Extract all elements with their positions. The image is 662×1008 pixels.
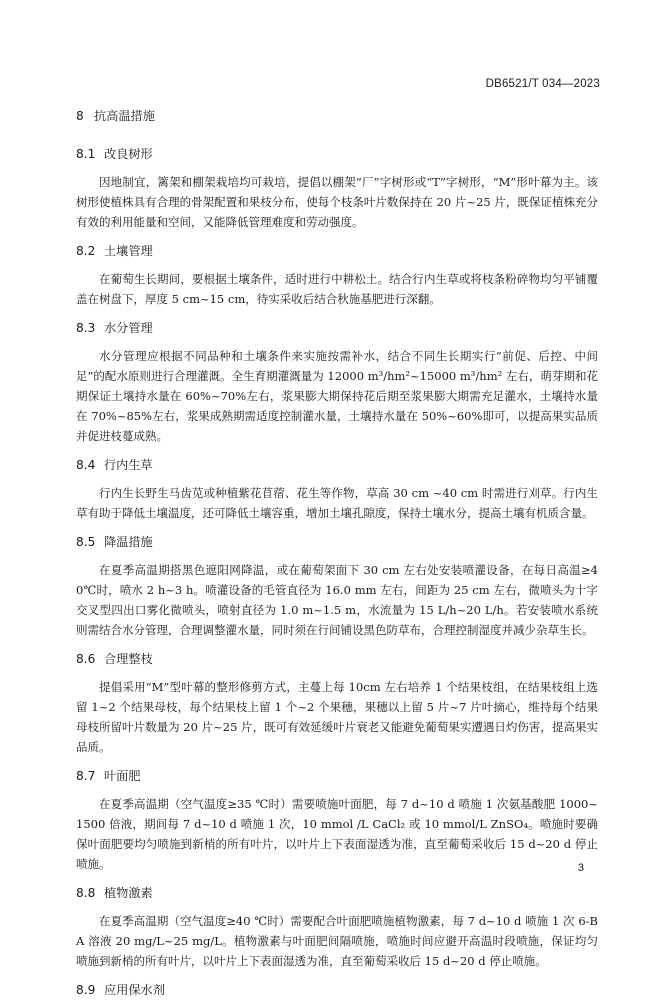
subsection-heading-8-3: 8.3 水分管理 bbox=[76, 321, 153, 335]
subsection-heading-8-6: 8.6 合理整枝 bbox=[76, 652, 153, 666]
subsection-heading-8-9: 8.9 应用保水剂 bbox=[76, 983, 165, 997]
paragraph-8-4: 行内生长野生马齿苋或种植紫花苜蓿、花生等作物，草高 30 cm ~40 cm 时需进行刈草。行内生草有助于降低土壤温度，还可降低土壤容重，增加土壤孔隙度，保持土壤水分，提高土壤有机质含量。 bbox=[76, 486, 598, 520]
subsection-heading-8-7: 8.7 叶面肥 bbox=[76, 769, 141, 783]
subsection-heading-8-2: 8.2 土壤管理 bbox=[76, 244, 153, 258]
paragraph-8-8: 在夏季高温期（空气温度≥40 ℃时）需要配合叶面肥喷施植物激素，每 7 d~10 d 喷施 1 次 6-BA 溶液 20 mg/L~25 mg/L。植物激素与叶面肥间隔喷施，喷施时间应避开高温时段喷施，保证均匀喷施到新梢的所有叶片，以叶片上下表面湿透为准，直至葡萄采收后 15 d~20 d 停止喷施。 bbox=[76, 914, 598, 968]
subsection-heading-8-5: 8.5 降温措施 bbox=[76, 535, 153, 549]
paragraph-8-5: 在夏季高温期搭黑色遮阳网降温，或在葡萄架面下 30 cm 左右处安装喷灌设备，在每日高温≥40℃时，喷水 2 h~3 h。喷灌设备的毛管直径为 16.0 mm 左右，间距为 25 cm 左右，微喷头为十字交叉型四出口雾化微喷头，喷射直径为 1.0 m~1.5 m，水流量为 15 L/h~20 L/h。若安装喷水系统则需结合水分管理，合理调整灌水量，同时须在行间铺设黑色防草布，合理控制湿度并减少杂草生长。 bbox=[76, 563, 598, 637]
subsection-heading-8-4: 8.4 行内生草 bbox=[76, 458, 153, 472]
subsection-heading-8-1: 8.1 改良树形 bbox=[76, 147, 153, 161]
paragraph-8-2: 在葡萄生长期间，要根据土壤条件，适时进行中耕松土。结合行内生草或将枝条粉碎物均匀平铺覆盖在树盘下，厚度 5 cm~15 cm，待实采收后结合秋施基肥进行深翻。 bbox=[76, 272, 598, 306]
page-number: 3 bbox=[577, 862, 584, 874]
paragraph-8-1: 因地制宜，篱架和棚架栽培均可栽培，提倡以棚架“厂”字树形或“T”字树形，“M”形叶幕为主。该树形使植株具有合理的骨架配置和果枝分布，使每个枝条叶片数保持在 20 片~25 片，既保证植株充分有效的利用能量和空间，又能降低管理难度和劳动强度。 bbox=[76, 175, 598, 229]
document-code: DB6521/T 034—2023 bbox=[485, 78, 600, 90]
paragraph-8-3: 水分管理应根据不同品种和土壤条件来实施按需补水，结合不同生长期实行“前促、后控、中间足”的配水原则进行合理灌溉。全生育期灌溉量为 12000 m³/hm²~15000 m³/hm² 左右，萌芽期和花期保证土壤持水量在 60%~70%左右，浆果膨大期保持花后期至浆果膨大期需充足灌水，土壤持水量在 70%~85%左右，浆果成熟期需适度控制灌水量，土壤持水量在 50%~60%即可，以提高果实品质并促进枝蔓成熟。 bbox=[76, 349, 598, 443]
section-heading: 8 抗高温措施 bbox=[76, 109, 155, 123]
page-content bbox=[76, 107, 598, 1008]
paragraph-8-6: 提倡采用“M”型叶幕的整形修剪方式，主蔓上每 10cm 左右培养 1 个结果枝组，在结果枝组上选留 1~2 个结果母枝，每个结果枝上留 1 个~2 个果穗，果穗以上留 5 片~7 片叶摘心，维持每个结果母枝所留叶片数量为 20 片~25 片，既可有效延缓叶片衰老又能避免葡萄果实遭遇日灼伤害，提高果实品质。 bbox=[76, 680, 598, 754]
paragraph-8-7: 在夏季高温期（空气温度≥35 ℃时）需要喷施叶面肥，每 7 d~10 d 喷施 1 次氨基酸肥 1000~1500 倍液，期间每 7 d~10 d 喷施 1 次，10 mmol /L CaCl₂ 或 10 mmol/L ZnSO₄。喷施时要确保叶面肥要均匀喷施到新梢的所有叶片，以叶片上下表面湿透为准，直至葡萄采收后 15 d~20 d 停止喷施。 bbox=[76, 797, 598, 871]
subsection-heading-8-8: 8.8 植物激素 bbox=[76, 886, 153, 900]
